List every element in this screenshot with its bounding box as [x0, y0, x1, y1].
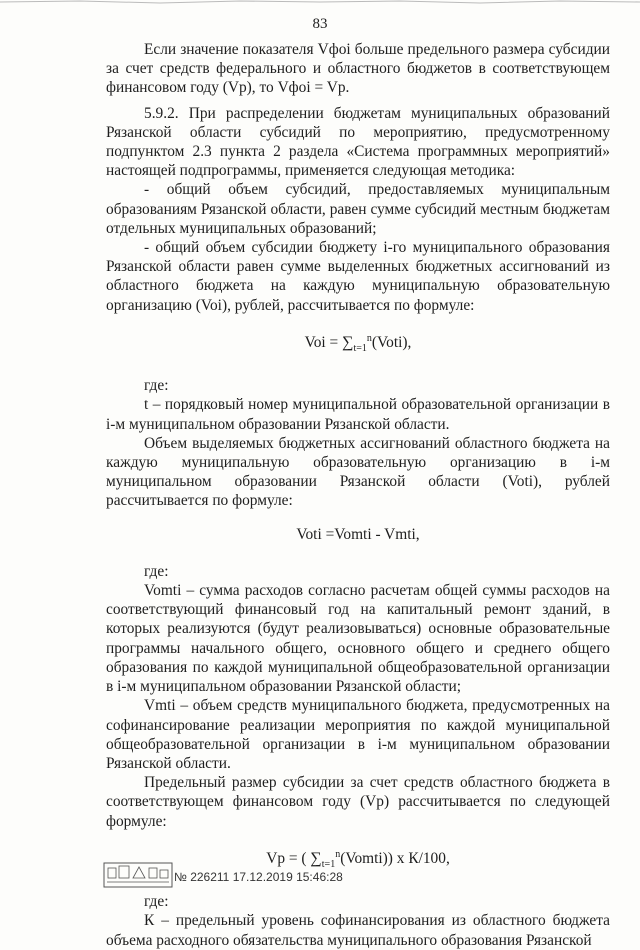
sum-upper-limit: n [335, 848, 341, 860]
formula-voti: Voti =Vomti - Vmti, [296, 525, 420, 543]
formula-text: (Vomti)) x К/100, [340, 849, 450, 867]
formula-text: Vp = ( [266, 849, 311, 867]
document-registration-info: № 226211 17.12.2019 15:46:28 [174, 870, 343, 884]
scan-edge-noise [0, 0, 640, 6]
where-label: где: [144, 562, 169, 580]
document-body [106, 40, 610, 950]
formula-text: (Voti), [371, 333, 412, 351]
sum-upper-limit: n [366, 332, 372, 344]
sum-lower-limit: t=1 [353, 343, 367, 355]
where-label: где: [144, 377, 169, 395]
paragraph: Vmti – объем средств муниципального бюджета, предусмотренных на софинансирование реализации мероприятия по каждой муниципальной общеобразовательной организации в i-м муниципальном образовании Рязанской области. [106, 697, 610, 772]
paragraph: Объем выделяемых бюджетных ассигнований областного бюджета на каждую муниципальную образовательную организацию в i-м муниципальном образовании Рязанской области (Voti), рублей рассчитывается по формуле: [106, 434, 610, 510]
sum-lower-limit: t=1 [321, 858, 336, 870]
sum-symbol: ∑ [310, 849, 322, 867]
paragraph: - общий объем субсидий, предоставляемых муниципальным образованиям Рязанской области, равен сумме субсидий местным бюджетам отдельных муниципальных образований; [106, 181, 610, 237]
paragraph: Если значение показателя Vфоi больше предельного размера субсидии за счет средств федерального и областного бюджетов в соответствующем финансовом году (Vр), то Vфоi = Vр. [106, 41, 610, 97]
registry-stamp-icon [103, 862, 173, 888]
page-number: 83 [312, 16, 328, 32]
formula-voi [106, 315, 610, 376]
paragraph: Предельный размер субсидии за счет средств областного бюджета в соответствующем финансовом году (Vр) рассчитывается по следующей формуле: [106, 774, 610, 830]
paragraph: 5.9.2. При распределении бюджетам муниципальных образований Рязанской области субсидий по мероприятию, предусмотренному подпунктом 2.3 пункта 2 раздела «Система программных мероприятий» настоящей подпрограммы, применяется следующая методика: [106, 104, 610, 180]
paragraph: - общий объем субсидии бюджету i-го муниципального образования Рязанской области равен сумме выделенных бюджетных ассигнований из областного бюджета на каждую муниципальную образовательную организацию (Voi), рублей, рассчитывается по формуле: [106, 239, 610, 314]
paragraph: Vomti – сумма расходов согласно расчетам общей суммы расходов на соответствующий финансовый год на капитальный ремонт зданий, в которых реализуются (будут реализовываться) основные образовательные программы начального общего, основного общего и среднего общего образования по каждой муниципальной общеобразовательной организации в i-м муниципальном образовании Рязанской области; [106, 582, 610, 696]
sum-symbol: ∑ [342, 333, 354, 351]
formula-text: Voi = [304, 333, 343, 351]
paragraph: t – порядковый номер муниципальной образовательной организации в i-м муниципальном образовании Рязанской области. [106, 396, 610, 433]
paragraph: К – предельный уровень софинансирования из областного бюджета объема расходного обязательства муниципального образования Рязанской [106, 912, 610, 949]
where-label: где: [144, 893, 169, 911]
